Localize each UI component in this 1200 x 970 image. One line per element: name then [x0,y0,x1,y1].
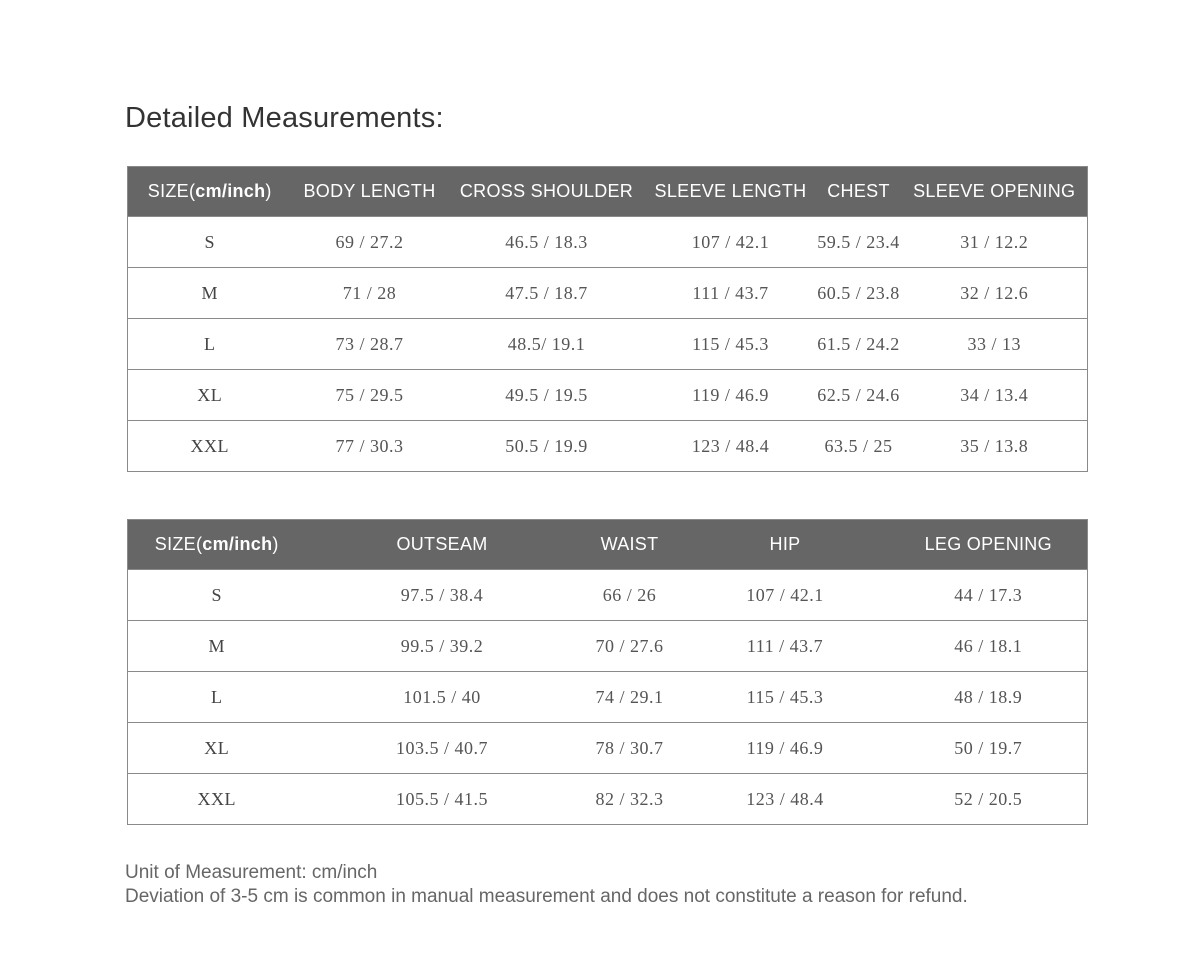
measurement-cell: 63.5 / 25 [816,421,902,472]
column-header-label: WAIST [600,534,659,554]
measurement-cell: 78 / 30.7 [579,723,681,774]
measurement-cell: 66 / 26 [579,570,681,621]
column-header [681,520,890,570]
measurement-cell: 44 / 17.3 [890,570,1088,621]
measurement-cell: 99.5 / 39.2 [306,621,579,672]
measurement-cell: 123 / 48.4 [646,421,816,472]
measurement-cell: 46 / 18.1 [890,621,1088,672]
size-cell: L [128,319,292,370]
measurement-cell: 74 / 29.1 [579,672,681,723]
column-header-label: OUTSEAM [396,534,488,554]
measurement-cell: 35 / 13.8 [902,421,1088,472]
column-header [128,520,306,570]
column-header [306,520,579,570]
measurement-cell: 71 / 28 [292,268,448,319]
measurement-cell: 32 / 12.6 [902,268,1088,319]
size-cell: S [128,570,306,621]
measurement-cell: 69 / 27.2 [292,217,448,268]
measurement-cell: 52 / 20.5 [890,774,1088,825]
measurement-cell: 115 / 45.3 [681,672,890,723]
table-row [128,370,1088,421]
column-header-label: SLEEVE LENGTH [654,181,807,201]
column-header [128,167,292,217]
column-header-label: BODY LENGTH [303,181,436,201]
measurement-cell: 50.5 / 19.9 [448,421,646,472]
measurement-cell: 73 / 28.7 [292,319,448,370]
measurement-cell: 62.5 / 24.6 [816,370,902,421]
unit-note: Unit of Measurement: cm/inch [125,862,378,883]
size-cell: XXL [128,774,306,825]
size-cell: M [128,621,306,672]
column-header-unit: cm/inch [202,534,273,554]
measurement-cell: 103.5 / 40.7 [306,723,579,774]
column-header [292,167,448,217]
measurement-cell: 111 / 43.7 [681,621,890,672]
measurement-cell: 31 / 12.2 [902,217,1088,268]
table-row [128,723,1088,774]
column-header [816,167,902,217]
measurement-cell: 50 / 19.7 [890,723,1088,774]
column-header-label: SIZE( [147,181,196,201]
measurement-cell: 59.5 / 23.4 [816,217,902,268]
measurement-cell: 119 / 46.9 [646,370,816,421]
column-header-label: SIZE( [154,534,203,554]
measurement-cell: 60.5 / 23.8 [816,268,902,319]
measurement-cell: 123 / 48.4 [681,774,890,825]
measurement-cell: 46.5 / 18.3 [448,217,646,268]
table-header-row [128,520,1088,570]
measurement-cell: 111 / 43.7 [646,268,816,319]
measurement-cell: 105.5 / 41.5 [306,774,579,825]
column-header [448,167,646,217]
column-header-label: LEG OPENING [924,534,1052,554]
table-row [128,268,1088,319]
table-row [128,570,1088,621]
measurement-cell: 49.5 / 19.5 [448,370,646,421]
table-header-row [128,167,1088,217]
size-cell: XXL [128,421,292,472]
measurement-cell: 48 / 18.9 [890,672,1088,723]
measurement-cell: 70 / 27.6 [579,621,681,672]
table-row [128,217,1088,268]
column-header-label: CROSS SHOULDER [459,181,634,201]
measurement-cell: 107 / 42.1 [646,217,816,268]
measurement-cell: 107 / 42.1 [681,570,890,621]
measurement-cell: 82 / 32.3 [579,774,681,825]
table-row [128,421,1088,472]
column-header-label: HIP [769,534,801,554]
measurement-cell: 97.5 / 38.4 [306,570,579,621]
column-header-label: SLEEVE OPENING [913,181,1076,201]
column-header [902,167,1088,217]
size-cell: XL [128,723,306,774]
column-header [646,167,816,217]
measurement-cell: 47.5 / 18.7 [448,268,646,319]
table-row [128,319,1088,370]
column-header [579,520,681,570]
measurement-cell: 101.5 / 40 [306,672,579,723]
bottom-size-table [127,519,1088,825]
measurement-cell: 119 / 46.9 [681,723,890,774]
page-title: Detailed Measurements: [125,102,444,134]
deviation-note: Deviation of 3-5 cm is common in manual measurement and does not constitute a reason for refund. [125,886,968,907]
column-header-unit: cm/inch [195,181,266,201]
size-cell: S [128,217,292,268]
column-header-suffix: ) [265,181,272,201]
measurement-cell: 48.5/ 19.1 [448,319,646,370]
table-row [128,621,1088,672]
measurement-cell: 33 / 13 [902,319,1088,370]
measurement-cell: 34 / 13.4 [902,370,1088,421]
size-cell: M [128,268,292,319]
table-row [128,774,1088,825]
size-cell: XL [128,370,292,421]
column-header [890,520,1088,570]
table-row [128,672,1088,723]
top-size-table [127,166,1088,472]
size-cell: L [128,672,306,723]
column-header-suffix: ) [272,534,279,554]
measurement-cell: 75 / 29.5 [292,370,448,421]
measurement-cell: 61.5 / 24.2 [816,319,902,370]
measurement-cell: 77 / 30.3 [292,421,448,472]
measurement-cell: 115 / 45.3 [646,319,816,370]
column-header-label: CHEST [827,181,890,201]
